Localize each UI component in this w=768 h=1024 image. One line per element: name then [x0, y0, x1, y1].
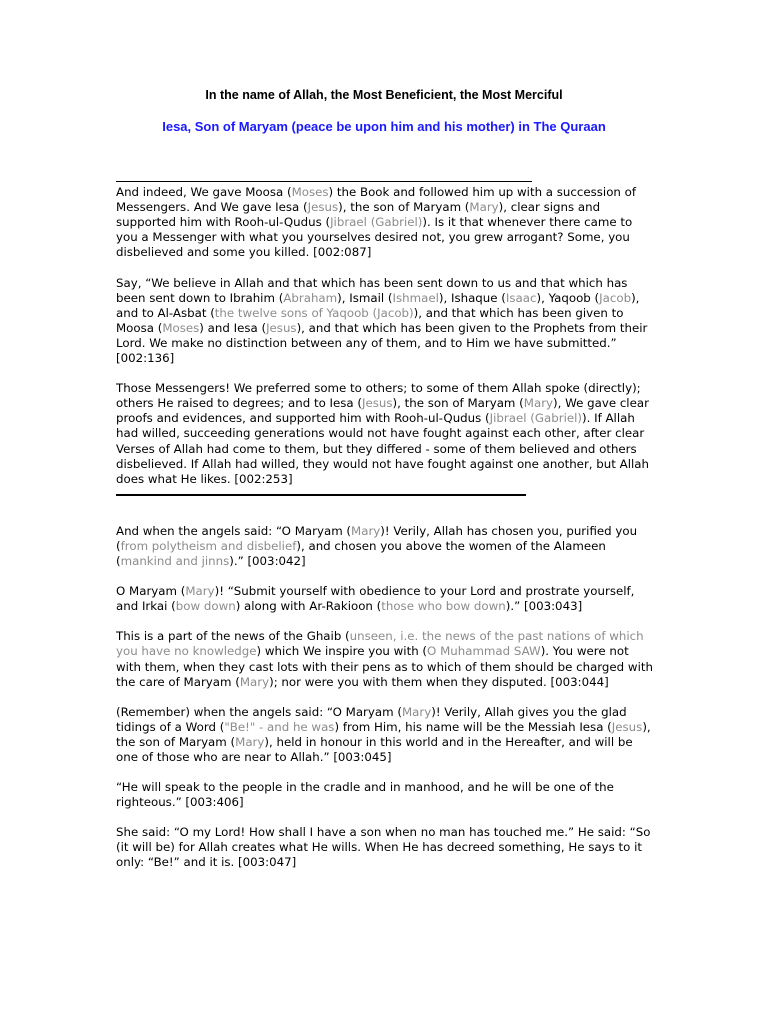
verse-text: ). Is it that whenever there came to you a Messenger with what you yourselves desired not, you grew arrogant? Some, you disbelieved and some you killed. [002:087]	[116, 215, 633, 260]
verse-text: ). If Allah had willed, succeeding generations would not have fought against each other, after clear Verses of Allah had come to them, but they differed - some of them believed and others disbelieved. If Allah had willed, they would not have fought against one another, but Allah does what He likes. [002:253]	[116, 411, 649, 486]
verse-gloss: Mary	[235, 734, 265, 749]
verse-003-047	[116, 825, 656, 870]
verse-text: ), clear signs and supported him with Rooh-ul-Qudus (	[116, 200, 601, 230]
verse-text: She said: “O my Lord! How shall I have a son when no man has touched me.” He said: “So (it will be) for Allah creates what He wills. When He has decreed something, He says to it only: “Be!” and it is. [003:047]	[116, 825, 651, 870]
verse-text: ), Yaqoob (	[536, 290, 600, 305]
verse-gloss: Jesus	[266, 320, 297, 335]
verse-text: ). You were not with them, when they cast lots with their pens as to which of them should be charged with the care of Maryam (	[116, 644, 653, 689]
verse-text: ), We gave clear proofs and evidences, and supported him with Rooh-ul-Qudus (	[116, 396, 649, 426]
verse-text: ), and chosen you above the women of the Alameen (	[116, 538, 606, 569]
verse-gloss: bow down	[175, 599, 236, 614]
verse-text: ) the Book and followed him up with a succession of Messengers. And We gave Iesa (	[116, 185, 637, 215]
verse-text: Say, “We believe in Allah and that which has been sent down to us and that which has been sent down to Ibrahim (	[116, 275, 628, 305]
verse-gloss: Jesus	[362, 396, 393, 411]
verse-gloss: Mary	[351, 523, 381, 538]
verse-gloss: Jibrael (Gabriel)	[330, 215, 423, 230]
verse-text: ); nor were you with them when they disputed. [003:044]	[269, 674, 609, 689]
verse-text: )! Verily, Allah gives you the glad tidings of a Word (	[116, 704, 627, 734]
verse-text: ), held in honour in this world and in the Hereafter, and will be one of those who are near to Allah.” [003:045]	[116, 734, 633, 764]
verse-003-043	[116, 584, 656, 614]
verse-003-045	[116, 705, 656, 765]
verse-text: ).” [003:042]	[229, 554, 306, 569]
verse-gloss: Jesus	[307, 200, 339, 215]
verse-text: ), the son of Maryam (	[116, 719, 651, 749]
verse-text: Those Messengers! We preferred some to others; to some of them Allah spoke (directly); others He raised to degrees; and to Iesa (	[116, 381, 641, 411]
verse-text: ), Ismail (	[337, 290, 393, 305]
verse-gloss: mankind and jinns	[120, 554, 230, 569]
verse-gloss: Jesus	[611, 719, 643, 734]
verse-gloss: the twelve sons of Yaqoob (Jacob)	[214, 305, 414, 320]
verse-text: ), the son of Maryam (	[338, 200, 470, 215]
verse-text: )! “Submit yourself with obedience to your Lord and prostrate yourself, and Irkai (	[116, 584, 635, 614]
verse-gloss: Moses	[291, 185, 329, 200]
verse-text: And indeed, We gave Moosa (	[116, 185, 292, 200]
verse-text: And when the angels said: “O Maryam (	[116, 523, 352, 538]
verse-gloss: Mary	[401, 704, 432, 719]
verse-gloss: from polytheism and disbelief	[120, 538, 297, 553]
verse-text: )! Verily, Allah has chosen you, purified you (	[116, 523, 638, 553]
verse-text: “He will speak to the people in the cradle and in manhood, and he will be one of the righteous.” [003:406]	[116, 780, 614, 810]
verse-gloss: Jacob	[599, 290, 632, 305]
document-body	[116, 170, 656, 886]
verse-text: ), and that which has been given to Moosa (	[116, 305, 624, 335]
verse-gloss: Moses	[162, 320, 200, 335]
verse-002-087	[116, 185, 656, 260]
verse-text: (Remember) when the angels said: “O Maryam (	[116, 704, 402, 719]
verse-003-042	[116, 524, 656, 569]
verse-gloss: Isaac	[505, 290, 537, 305]
verse-gloss: "Be!" - and he was	[224, 719, 335, 734]
separator-line	[116, 170, 656, 185]
verse-text: ) and Iesa (	[199, 320, 267, 335]
verse-text: ).” [003:043]	[505, 599, 583, 614]
verse-text: This is a part of the news of the Ghaib (	[116, 629, 350, 644]
verse-text: ) along with Ar-Rakioon (	[235, 599, 382, 614]
verse-002-136	[116, 276, 656, 367]
verse-text: ), Ishaque (	[438, 290, 506, 305]
verse-gloss: Abraham	[283, 290, 338, 305]
verse-gloss: Ishmael	[392, 290, 439, 305]
verse-003-044	[116, 629, 656, 689]
document-title: Iesa, Son of Maryam (peace be upon him and his mother) in The Quraan	[162, 119, 606, 134]
verse-text: ) from Him, his name will be the Messiah Iesa (	[334, 719, 612, 734]
verse-gloss: Jibrael (Gabriel)	[489, 411, 582, 426]
verse-gloss: Mary	[523, 396, 554, 411]
verse-gloss: unseen, i.e. the news of the past nations of which you have no knowledge	[116, 629, 644, 659]
verse-gloss: those who bow down	[381, 599, 506, 614]
bismillah-heading: In the name of Allah, the Most Beneficient, the Most Merciful	[205, 88, 563, 102]
verse-003-406	[116, 780, 656, 810]
verse-gloss: Mary	[185, 584, 215, 599]
separator-line	[116, 487, 656, 502]
verse-text: ), the son of Maryam (	[392, 396, 524, 411]
verse-gloss: O Muhammad SAW	[427, 644, 541, 659]
verse-text: O Maryam (	[116, 584, 186, 599]
verse-gloss: Mary	[239, 674, 270, 689]
verse-002-253	[116, 381, 656, 487]
verse-text: ) which We inspire you with (	[256, 644, 428, 659]
verse-gloss: Mary	[469, 200, 499, 215]
verse-text: ), and that which has been given to the Prophets from their Lord. We make no distinction between any of them, and to Him we have submitted.” [002:136]	[116, 320, 648, 366]
verse-text: ), and to Al-Asbat (	[116, 290, 640, 320]
